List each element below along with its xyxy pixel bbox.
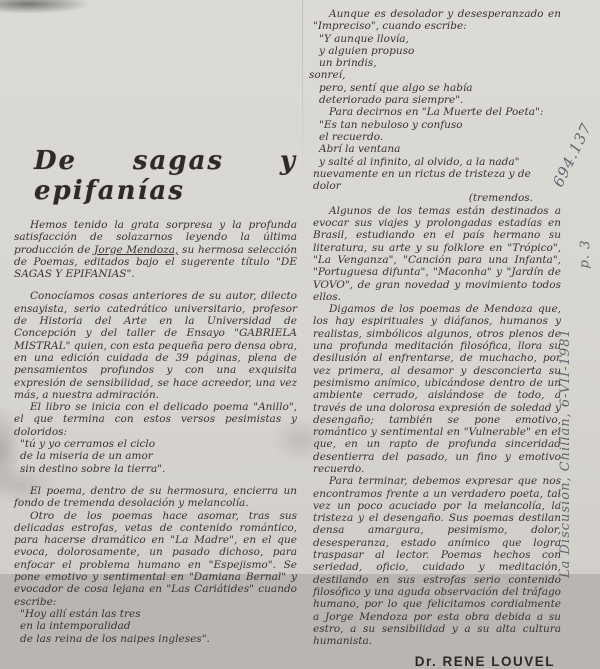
margin-annotation-source-citation: La Discusión, Chillán, 6-VII-1981 [558,328,573,578]
poem-line: "Y aunque llovía, [319,32,409,45]
poem-line: "tú y yo cerramos el ciclo [20,438,156,451]
article-title: De sagas y epifanías [34,146,297,206]
poem-line: en la intemporalidad [20,620,131,633]
poem-line: deteriorado para siempre". [319,94,464,107]
paragraph-impreciso: Aunque es desolador y desesperanzado en "Impreciso", cuando escribe: [313,8,561,33]
paragraph-para-terminar: Para terminar, debemos expresar que nos encontramos frente a un verdadero poeta, tal vez un poco acuciado por la melancolía, la tristeza y el desengaño. Sus poemas destilan densa amargura, pesimismo, dolor, desesperanza, estado anímico que logra traspasar al lector. Poemas hechos con seriedad, oficio, cuidado y meditación, destilando en sus estrofas serio contenido filosófico y una aguda observación del tráfago humano, por lo que felicitamos cordialmente a Jorge Mendoza por esta obra debida a su estro, a su sensibilidad y a su alta cultura humanista. [313,475,561,648]
paragraph-otros-poemas: Otro de los poemas hace asomar, tras sus delicadas estrofas, vetas de contenido romántico, para hacerse dramático en "La Madre", en el que evoca, dolorosamente, un pasado dichoso, para enfocar el problema humano en "Espejismo". Se pone emotivo y sentimental en "Damiana Bernal" y evocador de cosa lejana en "Las Cariátides" cuando escribe: [14,509,297,608]
poem-stanza-cariatides [20,608,297,645]
paragraph-continuation: nuevamente en un rictus de tristeza y de dolor [313,167,531,193]
paragraph-desolacion: El poema, dentro de su hermosura, encierra un fondo de tremenda desolación y melancolía. [14,484,297,510]
paragraph-digamos: Digamos de los poemas de Mendoza que, los hay espirituales y diáfanos, humanos y realistas, simbólicos algunos, otros plenos de una profunda meditación filosófica, llora su desilusión al enfrentarse, de muchacho, por vez primera, al desamor y desconcierta su pesimismo anímico, ubicándose dentro de un ambiente cerrado, aislándose de todo, a través de una dolorosa expresión de soledad y desengaño; también se pone emotivo, romántico y sentimental en "Vulnerable" en el que, en un rapto de profunda sinceridad desentierra del pasado, un fino y emotivo recuerdo. [313,303,561,475]
paragraph-intro [14,219,297,280]
poem-line: sonreí, [309,69,346,82]
poem-line: "Es tan nebuloso y confuso [319,118,463,131]
paragraph-continuation-tail: (tremendos. [468,192,533,205]
paragraph-muerte-del-poeta: Para decirnos en "La Muerte del Poeta": [329,106,544,119]
poem-stanza-impreciso [309,32,561,107]
left-column [14,146,297,645]
poem-line: "Hoy allí están las tres [20,607,141,620]
paragraph-text: Hemos tenido la grata sorpresa y la profunda satisfacción de solazarnos leyendo la última producción de [14,219,297,256]
poem-line: sin destino sobre la tierra". [20,462,166,475]
poem-line: un brindis, [319,57,377,70]
column-divider [302,0,303,200]
paragraph-anillo: El libro se inicia con el delicado poema "Anillo", el que termina con estos versos pesimistas y doloridos: [14,401,297,438]
poem-line: de la miseria de un amor [20,450,153,463]
poem-line: pero, sentí que algo se había [319,81,473,94]
right-column [309,8,561,669]
poem-line: de las reina de los naipes ingleses". [20,632,210,645]
margin-annotation-page-ref: p. 3 [577,239,594,269]
paragraph-temas-brasil: Algunos de los temas están destinados a evocar sus viajes y prolongadas estadías en Brasil, estudiando en el país hermano su literatura, su arte y su folklore en "Trópico", "La Venganza", "Canción para una Infanta", "Portuguesa difunta", "Maconha" y "Jardín de VOVO", de gran novedad y movimiento todos ellos. [313,204,561,303]
underlined-author-name: Jorge Mendoza, [94,243,179,256]
margin-annotation-catalog-number: 694.137 [549,119,596,190]
paragraph-text: su hermosa selección de Poemas, editados bajo el sugerente título "DE SAGAS Y EPIFANIAS". [14,243,297,281]
poem-line: Abrí la ventana [319,143,401,156]
paragraph-author-background: Conocíamos cosas anteriores de su autor, dilecto ensayista, serio catedrático universitario, profesor de Historia del Arte en la Universidad de Concepción y del taller de Ensayo "GABRIELA MISTRAL" quien, con esta pequeña pero densa obra, en una edición cuidada de 39 páginas, plena de pensamientos profundos y con una exquisita expresión de sensibilidad, se hace acreedor, una vez más, a nuestra admiración. [14,290,297,401]
author-signature: Dr. RENE LOUVEL [414,654,555,669]
poem-line: y alguien propuso [319,44,415,57]
poem-stanza-anillo [20,438,297,475]
poem-line: el recuerdo. [319,130,384,143]
poem-stanza-muerte-del-poeta [319,119,561,168]
poem-line: y salté al infinito, al olvido, a la nada" [319,155,520,168]
